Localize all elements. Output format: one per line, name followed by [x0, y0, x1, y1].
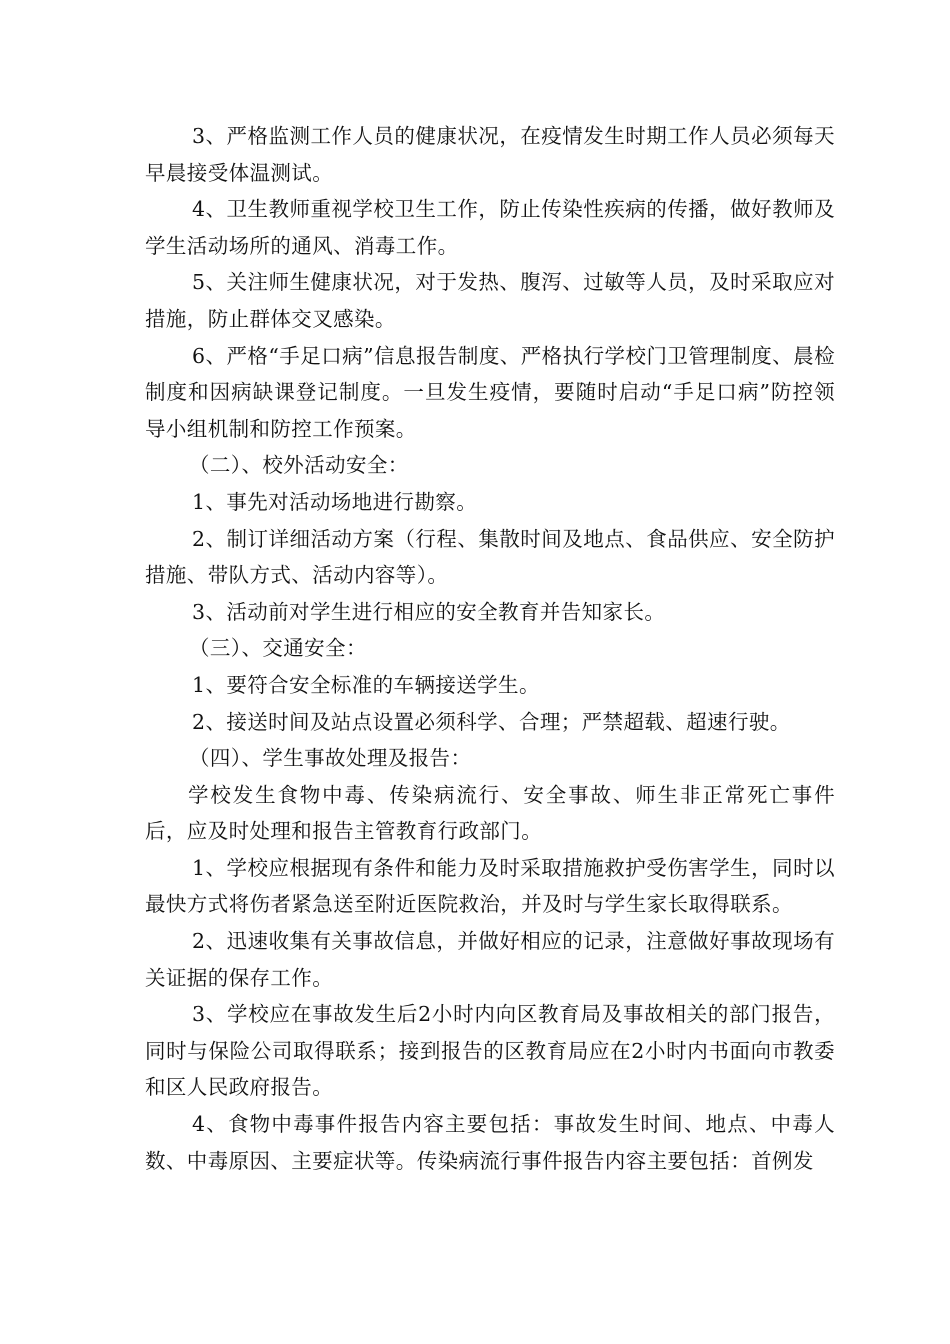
- paragraph-health-attention: 5、关注师生健康状况，对于发热、腹泻、过敏等人员，及时采取应对措施，防止群体交叉感染。: [145, 270, 835, 331]
- section-heading-accident-handling: （四）、学生事故处理及报告：: [189, 746, 472, 771]
- paragraph-rescue-injured: 1、学校应根据现有条件和能力及时采取措施救护受伤害学生，同时以最快方式将伤者紧急送至附近医院救治，并及时与学生家长取得联系。: [145, 855, 835, 917]
- paragraph-site-survey: 1、事先对活动场地进行勘察。: [192, 489, 478, 514]
- paragraph-pickup-schedule: 2、接送时间及站点设置必须科学、合理；严禁超载、超速行驶。: [192, 709, 791, 734]
- paragraph-hfmd-reporting: 6、严格“手足口病”信息报告制度、严格执行学校门卫管理制度、晨检制度和因病缺课登记制度。一旦发生疫情，要随时启动“手足口病”防控领导小组机制和防控工作预案。: [145, 343, 835, 441]
- paragraph-safety-education: 3、活动前对学生进行相应的安全教育并告知家长。: [192, 599, 666, 624]
- paragraph-report-deadline: 3、学校应在事故发生后2小时内向区教育局及事故相关的部门报告，同时与保险公司取得联系；接到报告的区教育局应在2小时内书面向市教委和区人民政府报告。: [145, 1002, 835, 1100]
- paragraph-vehicle-standard: 1、要符合安全标准的车辆接送学生。: [192, 672, 540, 697]
- paragraph-hygiene-teacher: 4、卫生教师重视学校卫生工作，防止传染性疾病的传播，做好教师及学生活动场所的通风、消毒工作。: [145, 197, 835, 258]
- paragraph-report-contents: 4、食物中毒事件报告内容主要包括：事故发生时间、地点、中毒人数、中毒原因、主要症状等。传染病流行事件报告内容主要包括：首例发: [145, 1112, 835, 1173]
- paragraph-activity-plan: 2、制订详细活动方案（行程、集散时间及地点、食品供应、安全防护措施、带队方式、活动内容等）。: [145, 526, 835, 588]
- document-body: [145, 118, 835, 1179]
- paragraph-accident-overview: 学校发生食物中毒、传染病流行、安全事故、师生非正常死亡事件后，应及时处理和报告主管教育行政部门。: [145, 782, 835, 844]
- section-heading-traffic-safety: （三）、交通安全：: [189, 636, 367, 661]
- paragraph-health-monitoring: 3、严格监测工作人员的健康状况，在疫情发生时期工作人员必须每天早晨接受体温测试。: [145, 124, 835, 185]
- section-heading-outdoor-activities: （二）、校外活动安全：: [189, 453, 409, 478]
- paragraph-collect-information: 2、迅速收集有关事故信息，并做好相应的记录，注意做好事故现场有关证据的保存工作。: [145, 929, 835, 990]
